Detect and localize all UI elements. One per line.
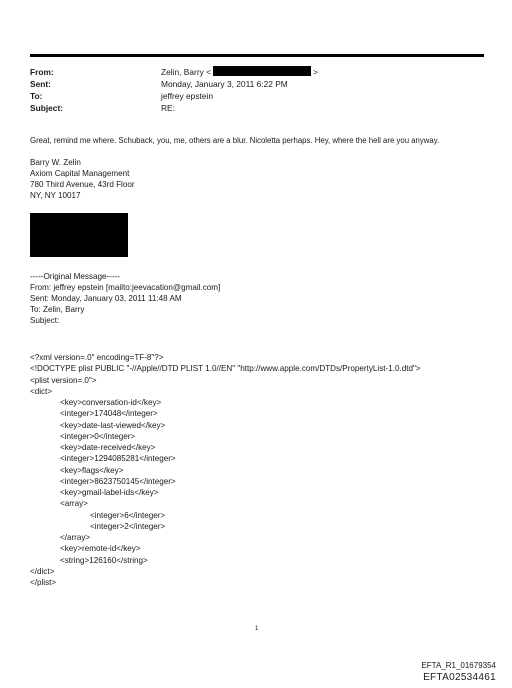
- original-divider: -----Original Message-----: [30, 272, 120, 281]
- plist-line: <?xml version=.0" encoding=TF-8"?>: [30, 353, 164, 362]
- plist-line: <key>remote-id</key>: [60, 544, 141, 554]
- from-name: Zelin, Barry <: [161, 67, 212, 77]
- plist-line: <integer>1294085281</integer>: [60, 454, 176, 464]
- sent-value: Monday, January 3, 2011 6:22 PM: [161, 79, 288, 89]
- from-label: From:: [30, 67, 54, 77]
- plist-line: <integer>8623750145</integer>: [60, 476, 176, 486]
- from-value: [161, 66, 318, 78]
- to-value: jeffrey epstein: [161, 91, 213, 101]
- header-rule: [30, 54, 484, 57]
- plist-line: <key>flags</key>: [60, 465, 124, 475]
- signature-address: 780 Third Avenue, 43rd Floor: [30, 180, 135, 189]
- original-from: From: jeffrey epstein [mailto:jeevacation@gmail.com]: [30, 283, 221, 292]
- plist-line: <key>date-received</key>: [60, 443, 156, 452]
- subject-value: RE:: [161, 103, 175, 113]
- plist-line: <integer>0</integer>: [60, 431, 136, 441]
- redaction-block: [30, 213, 128, 257]
- plist-line: <key>gmail-label-ids</key>: [60, 488, 159, 497]
- original-subject: Subject:: [30, 316, 60, 325]
- plist-line: </dict>: [30, 566, 55, 576]
- footer-bates-r1: EFTA_R1_01679354: [421, 661, 496, 670]
- plist-line: <key>date-last-viewed</key>: [60, 420, 166, 430]
- page-number: 1: [255, 626, 259, 632]
- plist-line: <key>conversation-id</key>: [60, 398, 162, 407]
- plist-line: <dict>: [30, 386, 53, 396]
- message-body: Great, remind me where. Schuback, you, me, others are a blur. Nicoletta perhaps. Hey, where the hell are you anyway.: [30, 136, 440, 145]
- subject-label: Subject:: [30, 103, 64, 113]
- plist-line: <integer>6</integer>: [90, 510, 166, 520]
- plist-line: </array>: [60, 533, 91, 542]
- signature-name: Barry W. Zelin: [30, 158, 81, 167]
- signature-company: Axiom Capital Management: [30, 169, 130, 178]
- sent-label: Sent:: [30, 79, 51, 89]
- plist-line: <array>: [60, 499, 88, 509]
- original-to: To: Zelin, Barry: [30, 305, 85, 314]
- plist-line: <!DOCTYPE plist PUBLIC "-//Apple//DTD PLIST 1.0//EN" "http://www.apple.com/DTDs/PropertyList-1.0.dtd">: [30, 364, 421, 374]
- plist-line: <plist version=.0">: [30, 375, 97, 385]
- footer-bates-number: EFTA02534461: [423, 672, 496, 683]
- from-close-bracket: >: [313, 67, 318, 77]
- to-label: To:: [30, 91, 43, 101]
- plist-line: <integer>174048</integer>: [60, 409, 158, 419]
- redaction-bar: [213, 66, 311, 76]
- original-sent: Sent: Monday, January 03, 2011 11:48 AM: [30, 294, 182, 303]
- plist-line: <integer>2</integer>: [90, 521, 166, 531]
- plist-line: <string>126160</string>: [60, 555, 148, 565]
- plist-line: </plist>: [30, 578, 57, 587]
- signature-city: NY, NY 10017: [30, 191, 81, 200]
